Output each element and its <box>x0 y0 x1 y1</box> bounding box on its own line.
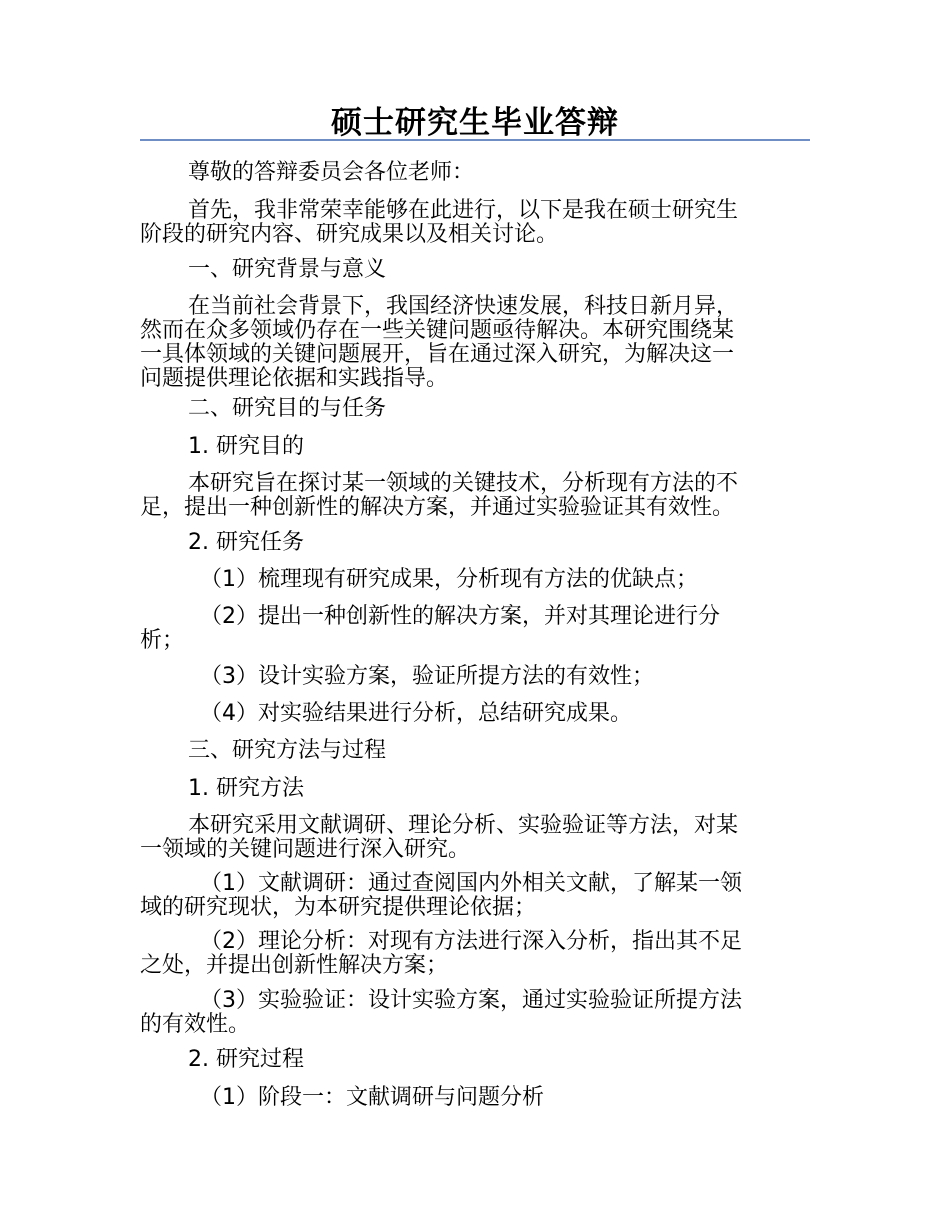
paragraph-intro <box>140 199 810 247</box>
list-item-task-1 <box>140 568 870 592</box>
text-line: 域的研究现状，为本研究提供理论依据； <box>140 895 537 920</box>
paragraph-method <box>140 814 810 862</box>
list-item-process-1 <box>140 1086 870 1110</box>
text-line: 本研究采用文献调研、理论分析、实验验证等方法，对某 <box>188 813 739 838</box>
list-item-method-1 <box>140 872 810 920</box>
heading-process <box>140 1048 858 1072</box>
list-item-method-3 <box>140 989 810 1037</box>
text-line: （1）梳理现有研究成果，分析现有方法的优缺点； <box>200 567 698 592</box>
text-line: 的有效性。 <box>140 1012 251 1037</box>
text-line: （3）实验验证：设计实验方案，通过实验验证所提方法 <box>200 988 742 1013</box>
text-line: 首先，我非常荣幸能够在此进行，以下是我在硕士研究生 <box>188 198 739 223</box>
heading-method-1 <box>140 777 858 801</box>
text-line: 然而在众多领域仍存在一些关键问题亟待解决。本研究围绕某 <box>140 318 735 343</box>
text-line: 阶段的研究内容、研究成果以及相关讨论。 <box>140 222 559 247</box>
heading-task <box>140 531 858 555</box>
text-line: （1）阶段一：文献调研与问题分析 <box>200 1085 544 1110</box>
list-item-method-2 <box>140 930 810 978</box>
heading-goals <box>140 397 858 421</box>
text-line: （2）提出一种创新性的解决方案，并对其理论进行分 <box>200 604 720 629</box>
text-line: （2）理论分析：对现有方法进行深入分析，指出其不足 <box>200 929 742 954</box>
text-line: 足，提出一种创新性的解决方案，并通过实验验证其有效性。 <box>140 495 735 520</box>
text-line: 2. 研究任务 <box>188 530 304 555</box>
text-line: 一、研究背景与意义 <box>188 257 387 282</box>
text-line: 三、研究方法与过程 <box>188 738 387 763</box>
text-line: 问题提供理论依据和实践指导。 <box>140 366 449 391</box>
text-line: 析； <box>140 628 185 653</box>
text-line: 一具体领域的关键问题展开，旨在通过深入研究，为解决这一 <box>140 342 735 367</box>
paragraph-background <box>140 295 810 391</box>
text-line: 本研究旨在探讨某一领域的关键技术，分析现有方法的不 <box>188 471 739 496</box>
text-line: 2. 研究过程 <box>188 1047 304 1072</box>
paragraph-goal <box>140 472 810 520</box>
list-item-task-3 <box>140 665 870 689</box>
paragraph-salutation <box>140 161 858 185</box>
text-line: 之处，并提出创新性解决方案； <box>140 953 449 978</box>
heading-background <box>140 258 858 282</box>
text-line: 二、研究目的与任务 <box>188 396 387 421</box>
text-line: 在当前社会背景下，我国经济快速发展，科技日新月异， <box>188 294 739 319</box>
text-line: 1. 研究方法 <box>188 776 304 801</box>
text-line: （4）对实验结果进行分析，总结研究成果。 <box>200 701 632 726</box>
document-title: 硕士研究生毕业答辩 <box>331 105 619 141</box>
list-item-task-4 <box>140 702 870 726</box>
heading-goal-1 <box>140 435 858 459</box>
text-line: 一领域的关键问题进行深入研究。 <box>140 837 471 862</box>
list-item-task-2 <box>140 605 810 653</box>
text-line: （3）设计实验方案，验证所提方法的有效性； <box>200 664 654 689</box>
title-underline <box>140 139 810 141</box>
text-line: 1. 研究目的 <box>188 434 304 459</box>
text-line: 尊敬的答辩委员会各位老师： <box>188 160 475 185</box>
text-line: （1）文献调研：通过查阅国内外相关文献，了解某一领 <box>200 871 742 896</box>
heading-methods <box>140 739 858 763</box>
